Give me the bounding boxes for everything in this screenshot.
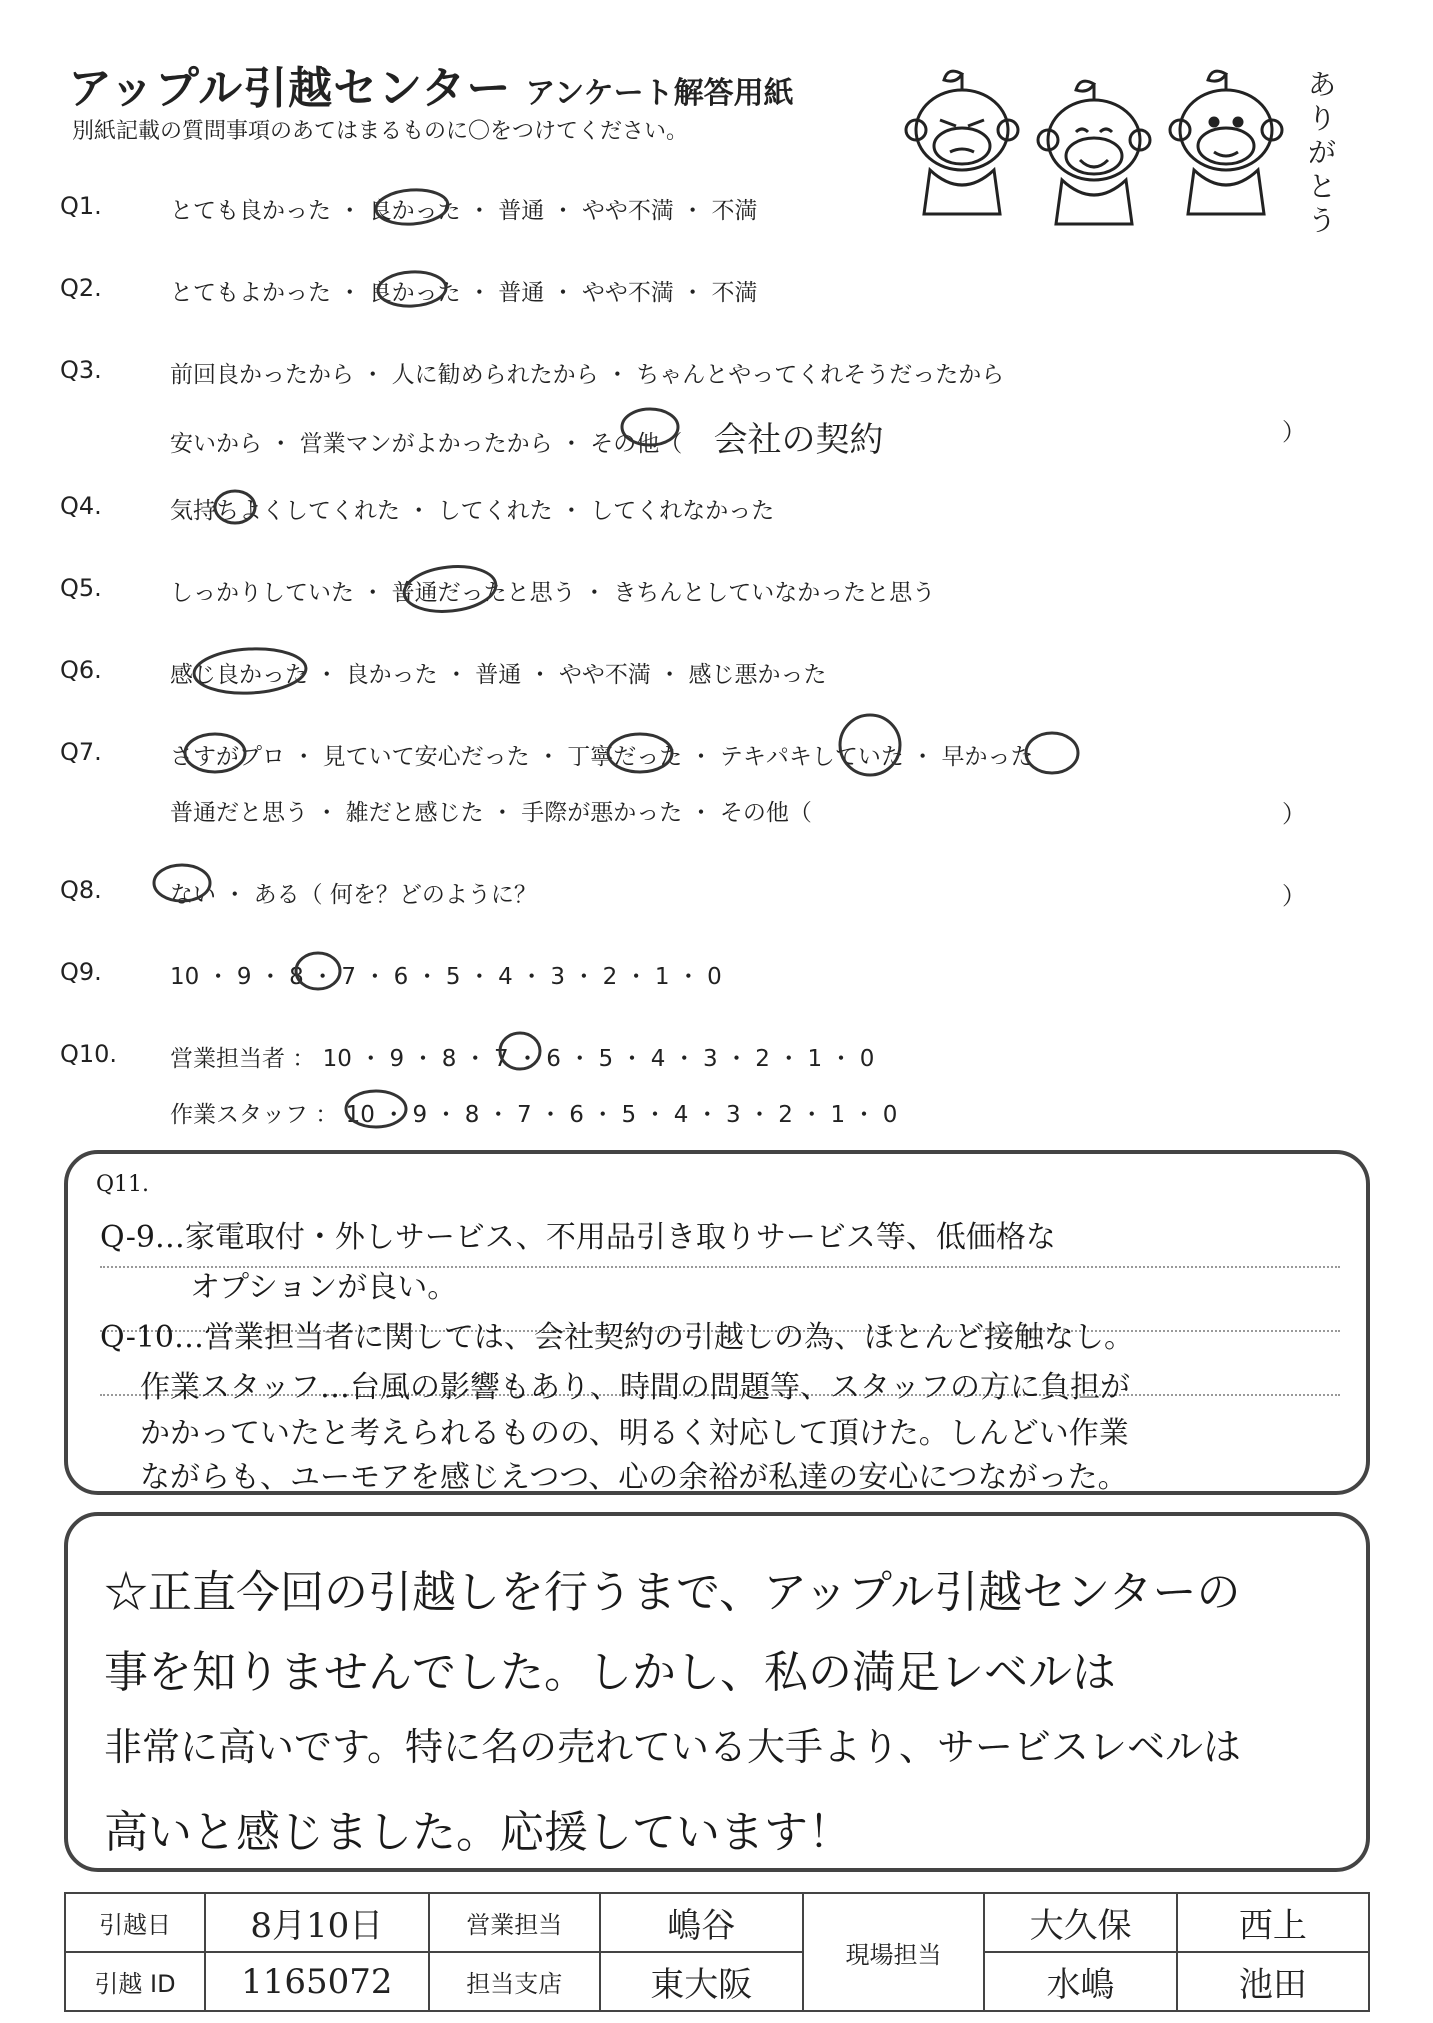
site-staff-2: 西上 — [1177, 1893, 1369, 1952]
q10-sales-scale: 営業担当者 ： 10 ・ 9 ・ 8 ・ 7 ・ 6 ・ 5 ・ 4 ・ 3 ・ 2 ・ 1 ・ 0 — [170, 1046, 875, 1072]
q3-label: Q3. — [60, 356, 102, 384]
q8-paren-close: ） — [1282, 882, 1306, 910]
move-id-value: 1165072 — [205, 1952, 429, 2011]
q1-label: Q1. — [60, 192, 102, 220]
q9-label: Q9. — [60, 958, 102, 986]
q11-label: Q11. — [96, 1172, 150, 1197]
mascot-smiling-icon — [1170, 71, 1282, 214]
site-staff-label: 現場担当 — [803, 1893, 985, 2011]
q8-options: ない ・ ある（ 何を？どのように？ — [170, 882, 537, 908]
move-info-table — [64, 1892, 1370, 2012]
q3-paren-close: ） — [1282, 418, 1306, 446]
branch-name: 東大阪 — [600, 1952, 803, 2011]
branch-label: 担当支店 — [429, 1952, 600, 2011]
mascot-illustration — [900, 60, 1300, 230]
q4-options: 気持ちよくしてくれた ・ してくれた ・ してくれなかった — [170, 498, 775, 524]
q11-line-5: かかっていたと考えられるものの、明るく対応して頂けた。しんどい作業 — [140, 1416, 1129, 1451]
q7-options-line2: 普通だと思う ・ 雑だと感じた ・ 手際が悪かった ・ その他（ — [170, 800, 812, 826]
q4-label: Q4. — [60, 492, 102, 520]
q5-label: Q5. — [60, 574, 102, 602]
q11-line-6: ながらも、ユーモアを感じえつつ、心の余裕が私達の安心につながった。 — [140, 1460, 1128, 1495]
q10-label: Q10. — [60, 1040, 118, 1068]
q11-line-3: Q-10…営業担当者に関しては、会社契約の引越しの為、ほとんど接触なし。 — [100, 1320, 1135, 1355]
q9-scale: 10 ・ 9 ・ 8 ・ 7 ・ 6 ・ 5 ・ 4 ・ 3 ・ 2 ・ 1 ・ 0 — [170, 964, 722, 990]
q7-paren-close: ） — [1282, 800, 1306, 828]
comment-line-4: 高いと感じました。応援しています！ — [104, 1807, 852, 1858]
q3-options-line2 — [170, 412, 884, 461]
brand-name: アップル引越センター — [68, 63, 512, 114]
sales-label: 営業担当 — [429, 1893, 600, 1952]
thanks-text: ありがとう — [1308, 68, 1337, 237]
move-date-value: 8月10日 — [205, 1893, 429, 1952]
q3-other-answer: 会社の契約 — [713, 420, 884, 460]
q3-options-line2-text: 安いから ・ 営業マンがよかったから ・ その他（ — [170, 431, 683, 457]
q6-options: 感じ良かった ・ 良かった ・ 普通 ・ やや不満 ・ 感じ悪かった — [170, 662, 827, 688]
site-staff-1: 大久保 — [984, 1893, 1176, 1952]
q8-label: Q8. — [60, 876, 102, 904]
q7-answer-circle-4 — [1026, 733, 1078, 773]
sales-name: 嶋谷 — [600, 1893, 803, 1952]
brand-title — [68, 52, 794, 116]
q2-options: とてもよかった ・ 良かった ・ 普通 ・ やや不満 ・ 不満 — [170, 280, 758, 306]
q1-options: とても良かった ・ 良かった ・ 普通 ・ やや不満 ・ 不満 — [170, 198, 758, 224]
mascot-laughing-icon — [1038, 81, 1150, 224]
site-staff-4: 池田 — [1177, 1952, 1369, 2011]
form-title: アンケート解答用紙 — [525, 76, 794, 111]
site-staff-3: 水嶋 — [984, 1952, 1176, 2011]
q7-label: Q7. — [60, 738, 102, 766]
q5-options: しっかりしていた ・ 普通だったと思う ・ きちんとしていなかったと思う — [170, 580, 936, 606]
q11-line-2: オプションが良い。 — [190, 1270, 458, 1305]
move-date-label: 引越日 — [65, 1893, 205, 1952]
comment-line-1: ☆正直今回の引越しを行うまで、アップル引越センターの — [104, 1567, 1241, 1618]
q7-options-line1: さすがプロ ・ 見ていて安心だった ・ 丁寧だった ・ テキパキしていた ・ 早かった — [170, 744, 1034, 770]
q2-label: Q2. — [60, 274, 102, 302]
q6-label: Q6. — [60, 656, 102, 684]
q11-line-1: Q-9…家電取付・外しサービス、不用品引き取りサービス等、低価格な — [100, 1220, 1056, 1255]
instruction-text: 別紙記載の質問事項のあてはまるものに〇をつけてください。 — [72, 119, 689, 144]
q11-line-4: 作業スタッフ…台風の影響もあり、時間の問題等、スタッフの方に負担が — [140, 1370, 1130, 1405]
move-id-label: 引越 ID — [65, 1952, 205, 2011]
comment-line-2: 事を知りませんでした。しかし、私の満足レベルは — [104, 1647, 1116, 1698]
q10-staff-scale: 作業スタッフ ： 10 ・ 9 ・ 8 ・ 7 ・ 6 ・ 5 ・ 4 ・ 3 ・ 2 ・ 1 ・ 0 — [170, 1102, 898, 1128]
q3-options-line1: 前回良かったから ・ 人に勧められたから ・ ちゃんとやってくれそうだったから — [170, 362, 1005, 388]
comment-line-3: 非常に高いです。特に名の売れている大手より、サービスレベルは — [104, 1725, 1241, 1769]
mascot-angry-icon — [906, 71, 1018, 214]
